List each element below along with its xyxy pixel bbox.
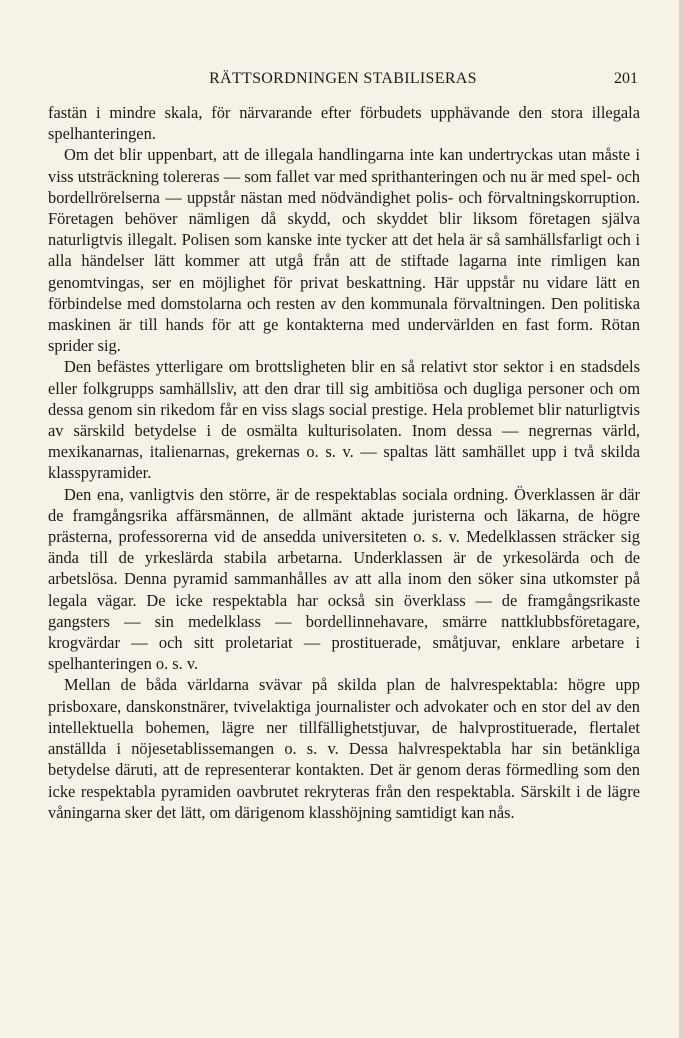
running-head: RÄTTSORDNINGEN STABILISERAS [209,70,477,87]
paragraph: Den ena, vanligtvis den större, är de respektablas sociala ordning. Överklassen är där de framgångsrika affärsmännen, de allmänt aktade juristerna och läkarna, de högre prästerna, professorerna vid de ansedda universiteten o. s. v. Medelklassen sträcker sig ända till de yrkeslärda stabila arbetarna. Underklassen är de yrkesolärda och de arbetslösa. Denna pyramid sammanhålles av att alla inom den söker sina utkomster på legala vägar. De icke respektabla har också sin överklass — de framgångsrikaste gangsters — sin medelklass — bordellinnehavare, smärre nattklubbsföretagare, krogvärdar — och sitt proletariat — prostituerade, småtjuvar, enklare arbetare i spelhanteringen o. s. v. [48,484,640,674]
paragraph: Den befästes ytterligare om brottsligheten blir en så relativt stor sektor i en stadsdels eller folkgrupps samhällsliv, att den drar till sig ambitiösa och dugliga personer och om dessa genom sin rikedom får en viss slags social prestige. Hela problemet blir naturligtvis av särskild betydelse i de osmälta kulturisolaten. Inom dessa — negrernas värld, mexikanarnas, italienarnas, grekernas o. s. v. — spaltas lätt samhället upp i två skilda klasspyramider. [48,357,640,483]
page-edge [679,0,683,1038]
paragraph: Om det blir uppenbart, att de illegala handlingarna inte kan undertryckas utan måste i viss utsträckning tolereras — som fallet var med sprithanteringen och nu är med spel- och bordellrörelserna — uppstår nästan med nödvändighet polis- och förvaltningskorruption. Företagen behöver nämligen då skydd, och skyddet blir liksom företagen själva naturligtvis illegalt. Polisen som kanske inte tycker att det hela är så samhällsfarligt och i alla händelser lätt kommer att utgå från att de stiftade lagarna inte rimligen kan genomtvingas, ser en möjlighet för privat beskattning. Här uppstår nu vidare lätt en förbindelse med domstolarna och resten av den kommunala förvaltningen. Den politiska maskinen är till hands för att ge kontakterna med undervärlden en fast form. Rötan sprider sig. [48,145,640,356]
paragraph: fastän i mindre skala, för närvarande efter förbudets upphävande den stora illegala spelhanteringen. [48,103,640,144]
page-number: 201 [614,70,638,87]
page-header [48,70,638,94]
paragraph: Mellan de båda världarna svävar på skilda plan de halvrespektabla: högre upp prisboxare, danskonstnärer, tvivelaktiga journalister och advokater och en stor del av den intellektuella bohemen, lägre ner tillfällighetstjuvar, de halvprostituerade, flertalet anställda i nöjesetablissemangen o. s. v. Dessa halvrespektabla har sin betänkliga betydelse däruti, att de representerar kontakten. Det är genom deras förmedling som den icke respektabla pyramiden oavbrutet rekryteras från den respektabla. Särskilt i de lägre våningarna sker det lätt, om därigenom klasshöjning samtidigt kan nås. [48,675,640,822]
page-body [48,102,640,823]
